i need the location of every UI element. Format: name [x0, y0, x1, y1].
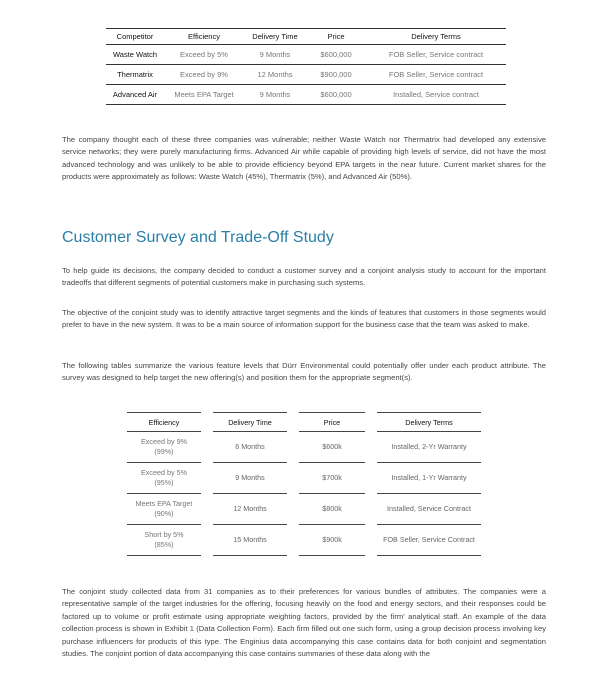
- delivery-time-level: 6 Months: [213, 432, 287, 463]
- table-row: [106, 85, 506, 105]
- header-delivery-terms: Delivery Terms: [366, 29, 506, 45]
- table-row: [127, 494, 481, 525]
- feature-levels-table: [115, 412, 493, 556]
- header-price: Price: [306, 29, 366, 45]
- competitor-delivery-time: 9 Months: [244, 85, 306, 105]
- delivery-terms-level: Installed, 2-Yr Warranty: [377, 432, 481, 463]
- delivery-terms-level: Installed, 1-Yr Warranty: [377, 463, 481, 494]
- efficiency-level: [127, 463, 201, 494]
- efficiency-level: [127, 525, 201, 556]
- header-competitor: Competitor: [106, 29, 164, 45]
- delivery-time-level: 12 Months: [213, 494, 287, 525]
- section-heading: Customer Survey and Trade-Off Study: [62, 229, 334, 246]
- delivery-terms-level: Installed, Service Contract: [377, 494, 481, 525]
- table-row: [127, 463, 481, 494]
- competitor-efficiency: Exceed by 9%: [164, 65, 244, 85]
- header-price: Price: [299, 412, 365, 432]
- efficiency-level-label: Short by 5%: [144, 530, 184, 539]
- efficiency-level-percent: (95%): [154, 478, 174, 487]
- efficiency-level: [127, 432, 201, 463]
- price-level: $700k: [299, 463, 365, 494]
- paragraph-feature-levels: The following tables summarize the various feature levels that Dürr Environmental could potentially offer under each product attribute. The survey was designed to help target the new offering(s) and position them for the appropriate segment(s).: [62, 361, 546, 383]
- table-row: [127, 432, 481, 463]
- efficiency-level-label: Exceed by 5%: [141, 468, 187, 477]
- competitor-table: [106, 28, 506, 105]
- competitor-delivery-terms: Installed, Service contract: [366, 85, 506, 105]
- header-delivery-time: Delivery Time: [213, 412, 287, 432]
- competitor-delivery-time: 9 Months: [244, 45, 306, 65]
- paragraph-competitor-vulnerability: The company thought each of these three companies was vulnerable; neither Waste Watch nor Thermatrix had developed any extensive service networks; they were purely manufacturing firms. Advanced Air while capable of providing high levels of service, did not have the most advanced technology and was unlikely to be able to provide efficiency beyond EPA targets in the near future. Current market shares for the products were approximately as follows: Waste Watch (45%), Thermatrix (5%), and Advanced Air (50%).: [62, 135, 546, 182]
- competitor-delivery-terms: FOB Seller, Service contract: [366, 45, 506, 65]
- competitor-delivery-time: 12 Months: [244, 65, 306, 85]
- header-efficiency: Efficiency: [164, 29, 244, 45]
- header-delivery-time: Delivery Time: [244, 29, 306, 45]
- efficiency-level-label: Meets EPA Target: [135, 499, 193, 508]
- competitor-table-header: [106, 29, 506, 45]
- table-row: [106, 65, 506, 85]
- competitor-name: Thermatrix: [106, 65, 164, 85]
- competitor-price: $600,000: [306, 45, 366, 65]
- table-row: [106, 45, 506, 65]
- competitor-name: Advanced Air: [106, 85, 164, 105]
- competitor-efficiency: Exceed by 5%: [164, 45, 244, 65]
- header-efficiency: Efficiency: [127, 412, 201, 432]
- efficiency-level-percent: (99%): [154, 447, 174, 456]
- efficiency-level: [127, 494, 201, 525]
- feature-table-header: [127, 412, 481, 432]
- delivery-time-level: 9 Months: [213, 463, 287, 494]
- price-level: $800k: [299, 494, 365, 525]
- table-row: [127, 525, 481, 556]
- delivery-time-level: 15 Months: [213, 525, 287, 556]
- header-delivery-terms: Delivery Terms: [377, 412, 481, 432]
- competitor-efficiency: Meets EPA Target: [164, 85, 244, 105]
- competitor-price: $900,000: [306, 65, 366, 85]
- efficiency-level-label: Exceed by 9%: [141, 437, 187, 446]
- price-level: $900k: [299, 525, 365, 556]
- competitor-name: Waste Watch: [106, 45, 164, 65]
- price-level: $600k: [299, 432, 365, 463]
- efficiency-level-percent: (85%): [154, 540, 174, 549]
- efficiency-level-percent: (90%): [154, 509, 174, 518]
- delivery-terms-level: FOB Seller, Service Contract: [377, 525, 481, 556]
- paragraph-conjoint-data: The conjoint study collected data from 31 companies as to their preferences for various bundles of attributes. The companies were a representative sample of the target industries for the offering, focusing heavily on the food and energy sectors, and their responses could be factored up to volume or profit estimate using appropriate weighting factors, provided by the firm' analytical staff. An example of the data collection process is shown in Exhibit 1 (Data Collection Form). Each firm filled out one such form, using a group decision process involving key purchase influencers for products of this type. The Enginius data accompanying this case contains data for both conjoint and segmentation studies. The conjoint portion of data accompanying this case contains summaries of these data along with the: [62, 587, 546, 659]
- competitor-delivery-terms: FOB Seller, Service contract: [366, 65, 506, 85]
- competitor-price: $600,000: [306, 85, 366, 105]
- paragraph-survey-intro: To help guide its decisions, the company decided to conduct a customer survey and a conjoint analysis study to account for the important tradeoffs that different segments of potential customers make in purchasing such systems.: [62, 266, 546, 288]
- paragraph-conjoint-objective: The objective of the conjoint study was to identify attractive target segments and the kinds of features that customers in those segments would prefer to have in the new system. It was to be a main source of information support for the business case that the team was asked to make.: [62, 308, 546, 330]
